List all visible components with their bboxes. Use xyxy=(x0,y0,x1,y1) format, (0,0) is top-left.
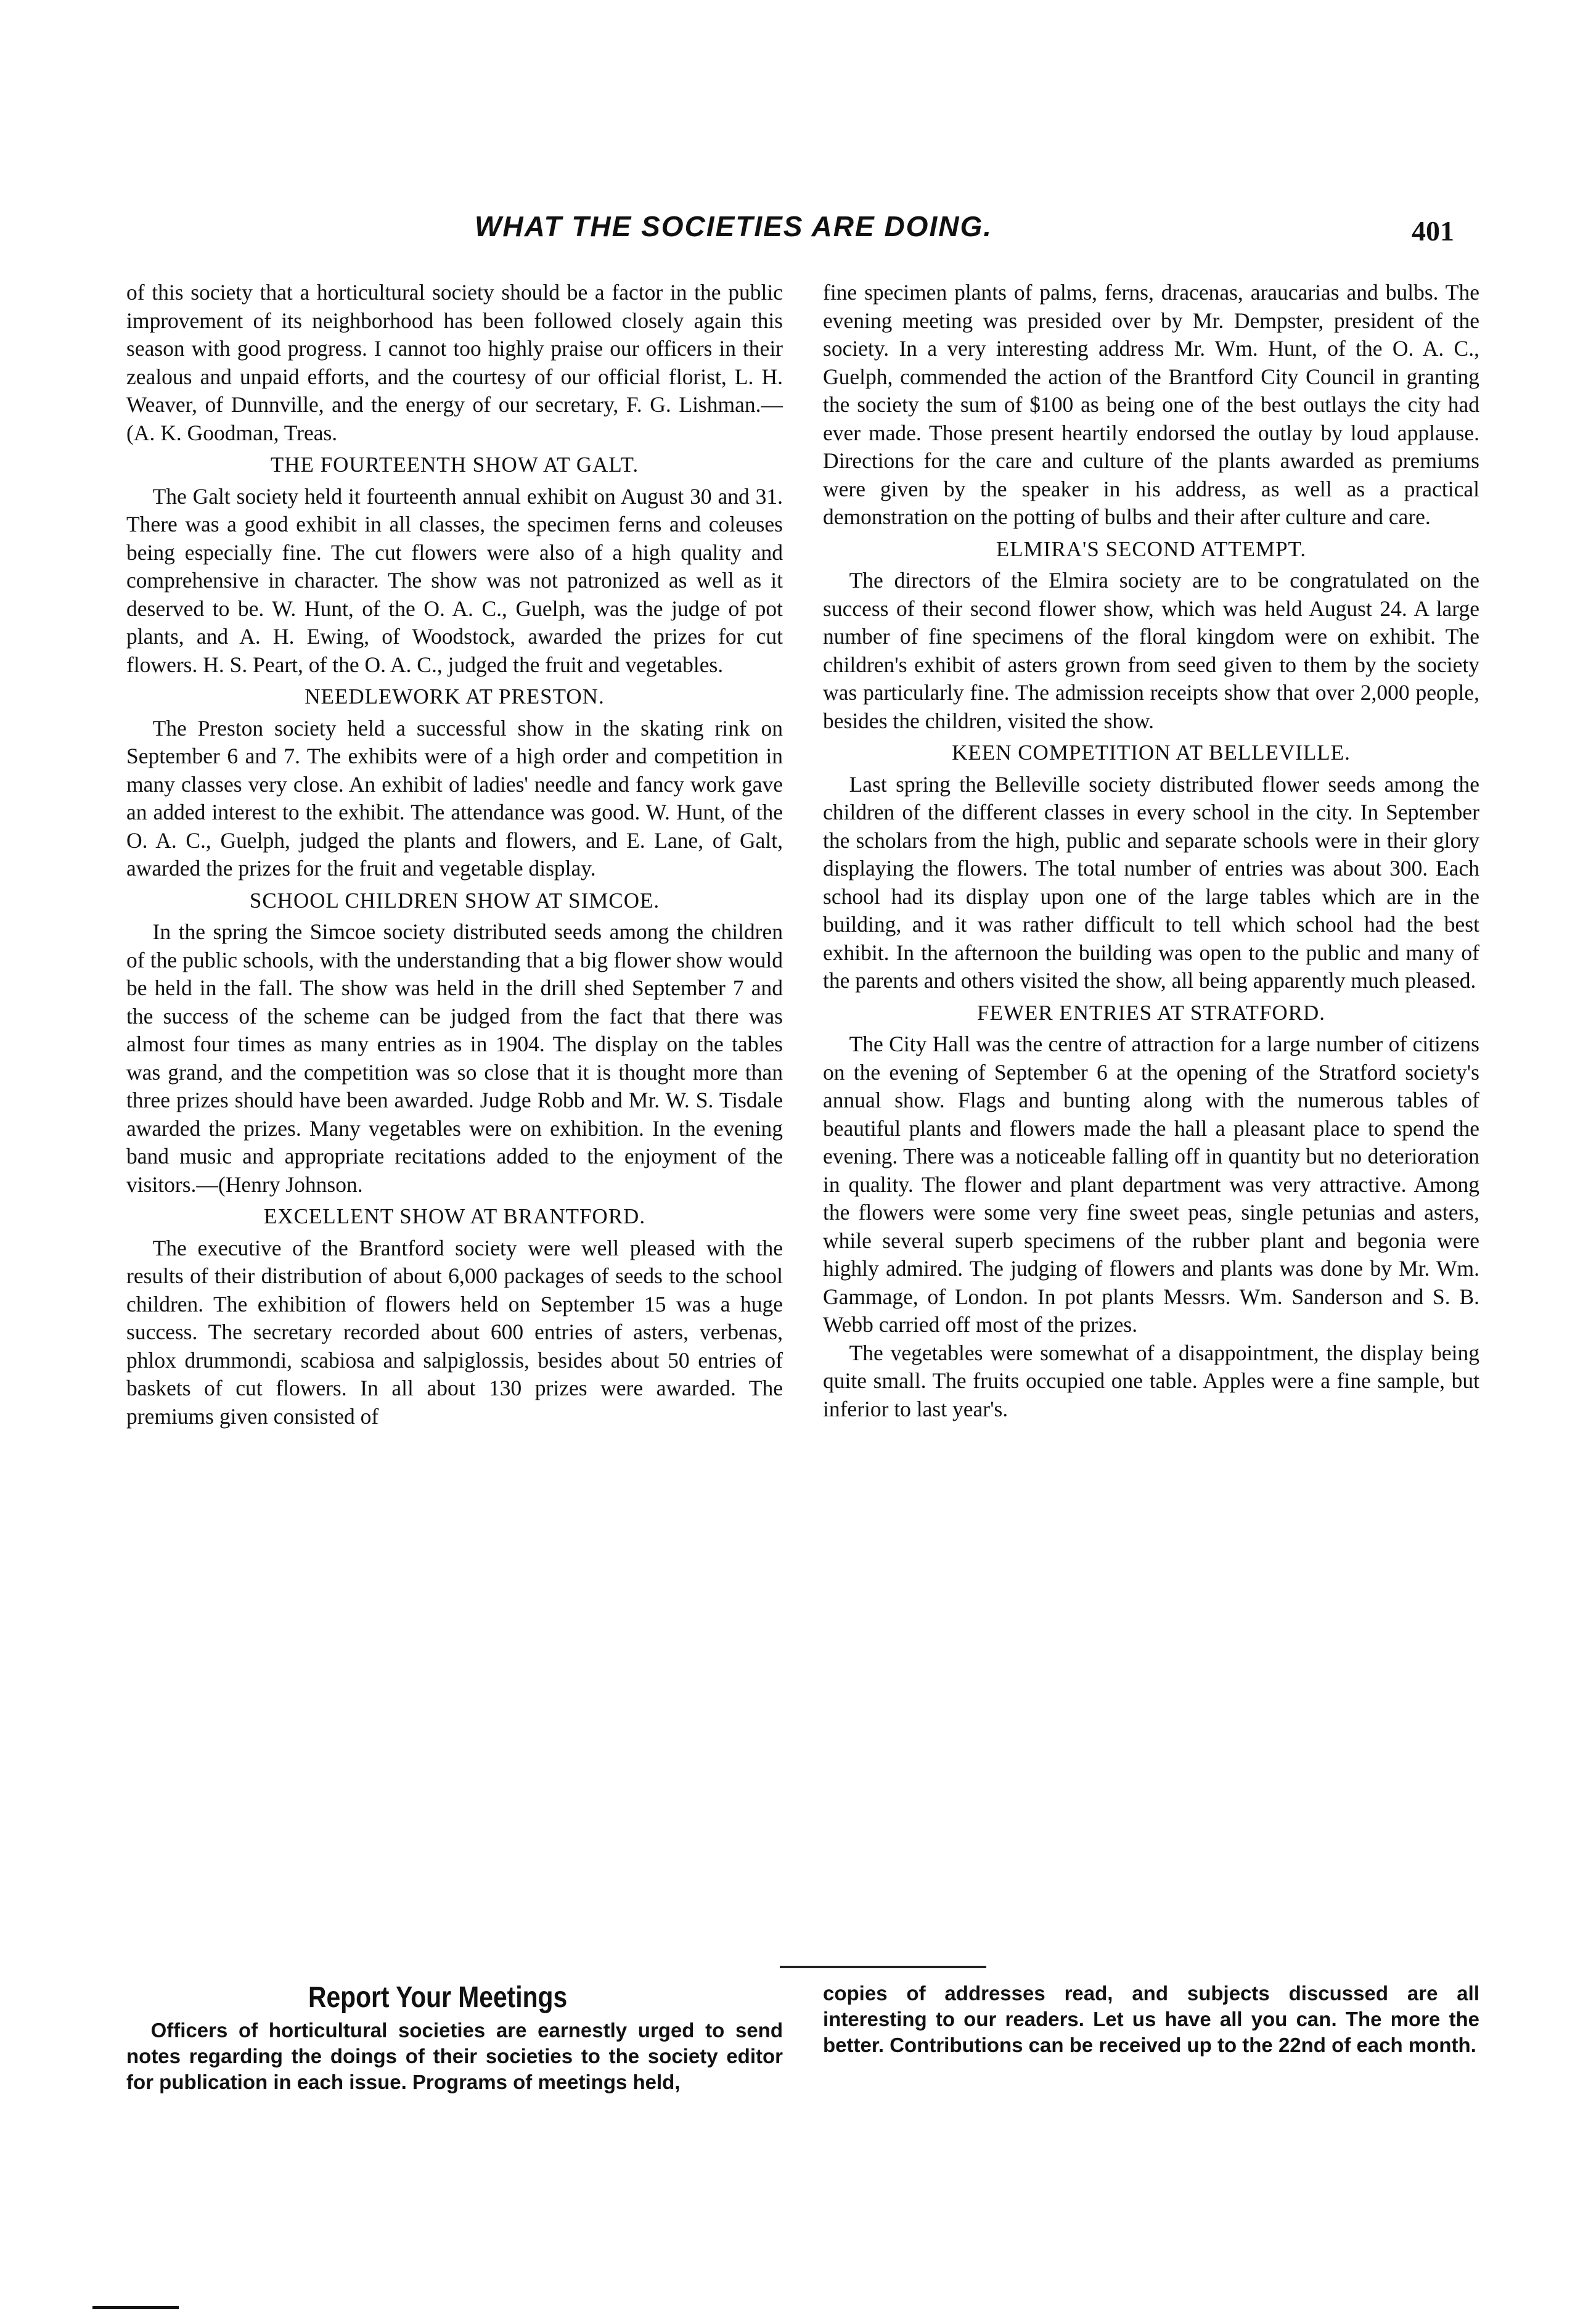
section-divider-rule xyxy=(780,1966,986,1968)
article-stratford-vegetables: The vegetables were somewhat of a disappointment, the display being quite small. The fruits occupied one table. Apples were a fine sample, but inferior to last year's. xyxy=(823,1340,1479,1421)
article-galt: The Galt society held it fourteenth annual exhibit on August 30 and 31. There was a good exhibit in all classes, the specimen ferns and coleuses being especially fine. The cut flowers were also of a high quality and comprehensive in character. The show was not patronized as well as it deserved to be. W. Hunt, of the O. A. C., Guelph, was the judge of pot plants, and A. H. Ewing, of Woodstock, awarded the prizes for cut flowers. H. S. Peart, of the O. A. C., judged the fruit and vegetables. xyxy=(126,483,783,677)
section-heading-preston: NEEDLEWORK AT PRESTON. xyxy=(305,684,605,708)
right-column xyxy=(823,279,1479,1423)
article-stratford: The City Hall was the centre of attraction for a large number of citizens on the evening of September 6 at the opening of the Stratford society's annual show. Flags and bunting along with the numerous tables of beautiful plants and flowers made the hall a pleasant place to spend the evening. There was a noticeable falling off in quantity but no deterioration in quality. The flower and plant department was very attractive. Among the flowers were some very fine sweet peas, single petunias and asters, while several superb specimens of the rubber plant and begonia were highly admired. The judging of flowers and plants was done by Mr. Wm. Gammage, of London. In pot plants Messrs. Wm. Sanderson and S. B. Webb carried off most of the prizes. xyxy=(823,1032,1479,1337)
article-elmira: The directors of the Elmira society are to be congratulated on the success of their second flower show, which was held August 24. A large number of fine specimens of the floral kingdom were on exhibit. The children's exhibit of asters grown from seed given to them by the society was particularly fine. The admission receipts show that over 2,000 people, besides the children, visited the show. xyxy=(823,568,1479,733)
section-heading-belleville: KEEN COMPETITION AT BELLEVILLE. xyxy=(952,741,1351,765)
page-number: 401 xyxy=(1412,215,1454,247)
section-heading-galt: THE FOURTEENTH SHOW AT GALT. xyxy=(270,453,639,477)
section-heading-stratford: FEWER ENTRIES AT STRATFORD. xyxy=(976,1000,1326,1025)
report-meetings-text-right: copies of addresses read, and subjects discussed are all interesting to our readers. Let us have all you can. The more the better. Contributions can be received up to the 22nd of each month. xyxy=(823,1982,1479,2056)
article-brantford: The executive of the Brantford society were well pleased with the results of their distribution of about 6,000 packages of seeds to the school children. The exhibition of flowers held on September 15 was a huge success. The secretary recorded about 600 entries of asters, verbenas, phlox drummondi, scabiosa and salpiglossis, besides about 50 entries of baskets of cut flowers. In all about 130 prizes were awarded. The premiums given consisted of xyxy=(126,1235,783,1429)
page-header-title: WHAT THE SOCIETIES ARE DOING. xyxy=(475,210,993,242)
article-preston: The Preston society held a successful show in the skating rink on September 6 and 7. The exhibits were of a high order and competition in many classes very close. An exhibit of ladies' needle and fancy work gave an added interest to the exhibit. The attendance was good. W. Hunt, of the O. A. C., Guelph, judged the plants and flowers, and E. Lane, of Galt, awarded the prizes for the fruit and vegetable display. xyxy=(126,715,783,881)
report-meetings-title: Report Your Meetings xyxy=(308,1981,568,2014)
article-belleville: Last spring the Belleville society distributed flower seeds among the children of the different classes in every school in the city. In September the scholars from the high, public and separate schools were in their glory displaying the flowers. The total number of entries was about 300. Each school had its display upon one of the large tables which are in the building, and it was rather difficult to tell which school had the best exhibit. In the afternoon the building was open to the public and many of the parents and others visited the show, all being apparently much pleased. xyxy=(823,771,1479,993)
footer-rule xyxy=(92,2306,179,2309)
left-column xyxy=(126,279,783,1431)
article-brantford-continued: fine specimen plants of palms, ferns, dracenas, araucarias and bulbs. The evening meeting was presided over by Mr. Dempster, president of the society. In a very interesting address Mr. Wm. Hunt, of the O. A. C., Guelph, commended the action of the Brantford City Council in granting the society the sum of $100 as being one of the best outlays the city had ever made. Those present heartily endorsed the outlay by loud applause. Directions for the care and culture of the plants awarded as premiums were given by the speaker in his address, as well as a practical demonstration on the potting of bulbs and their after culture and care. xyxy=(823,280,1479,529)
article-simcoe: In the spring the Simcoe society distributed seeds among the children of the public schools, with the understanding that a big flower show would be held in the fall. The show was held in the drill shed September 7 and the success of the scheme can be judged from the fact that there was almost four times as many entries as in 1904. The display on the tables was grand, and the competition was so close that it is thought more than three prizes should have been awarded. Judge Robb and Mr. W. S. Tisdale awarded the prizes. Many vegetables were on exhibition. In the evening band music and appropriate recitations added to the enjoyment of the visitors.—(Henry Johnson. xyxy=(126,919,783,1197)
section-heading-simcoe: SCHOOL CHILDREN SHOW AT SIMCOE. xyxy=(249,888,660,913)
section-heading-elmira: ELMIRA'S SECOND ATTEMPT. xyxy=(996,536,1307,561)
report-meetings-text-left: Officers of horticultural societies are earnestly urged to send notes regarding the doings of their societies to the society editor for publication in each issue. Programs of meetings held, xyxy=(126,2019,783,2093)
section-heading-brantford: EXCELLENT SHOW AT BRANTFORD. xyxy=(263,1204,646,1228)
intro-paragraph: of this society that a horticultural society should be a factor in the public improvement of its neighborhood has been followed closely again this season with good progress. I cannot too highly praise our officers in their zealous and unpaid efforts, and the courtesy of our official florist, L. H. Weaver, of Dunnville, and the energy of our secretary, F. G. Lishman.—(A. K. Goodman, Treas. xyxy=(126,280,783,445)
